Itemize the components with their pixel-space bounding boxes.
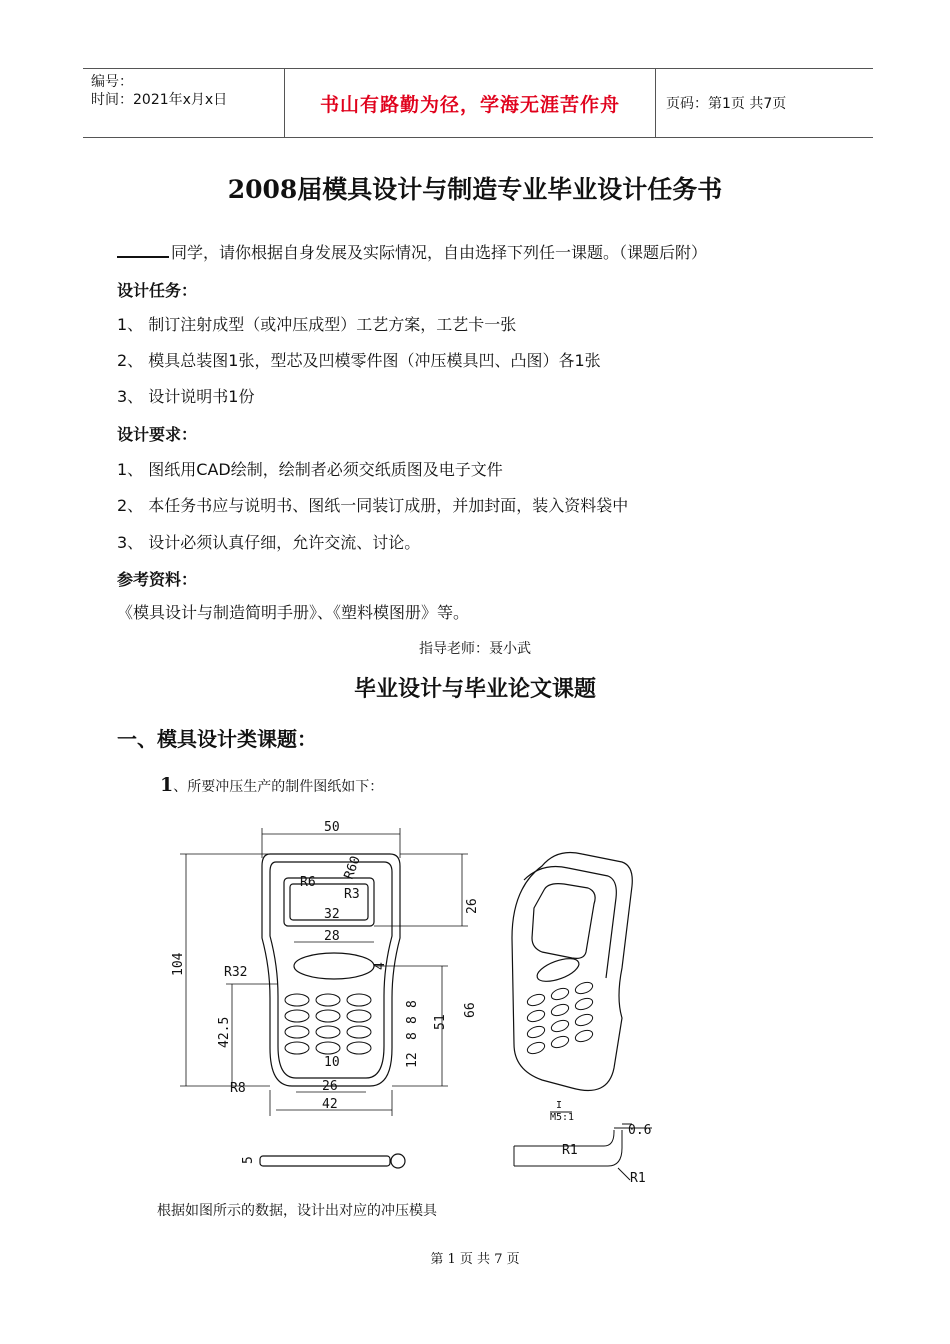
dim-label: R1 <box>630 1171 646 1186</box>
name-blank <box>117 242 169 258</box>
dim-label: R8 <box>230 1081 246 1096</box>
intro-line <box>117 240 707 263</box>
part-drawing <box>152 818 680 1192</box>
document-title: 2008届模具设计与制造专业毕业设计任务书 <box>227 175 723 204</box>
dim-label: I <box>556 1100 563 1111</box>
task-item: 3、 设计说明书1份 <box>117 387 255 406</box>
advisor-line: 指导老师：聂小武 <box>419 641 531 657</box>
topic-number: 1 <box>160 774 174 796</box>
dim-label: 51 <box>433 1014 448 1030</box>
topics-title: 毕业设计与毕业论文课题 <box>353 676 596 702</box>
keypad <box>285 994 371 1054</box>
dim-label: 32 <box>324 907 340 922</box>
dim-label: R32 <box>224 965 248 980</box>
requirements-heading: 设计要求： <box>117 425 198 444</box>
dim-label: M5:1 <box>550 1112 575 1123</box>
header-motto-cell <box>284 69 656 137</box>
intro-text: 同学，请你根据自身发展及实际情况，自由选择下列任一课题。（课题后附） <box>171 243 708 262</box>
dim-label: R6 <box>300 875 316 890</box>
dim-label: R3 <box>344 887 360 902</box>
dim-label: 5 <box>241 1156 256 1164</box>
dim-label: 4 <box>373 962 388 970</box>
requirement-item: 1、 图纸用CAD绘制，绘制者必须交纸质图及电子文件 <box>117 460 503 479</box>
references-heading: 参考资料： <box>117 570 198 589</box>
dim-label: 42.5 <box>217 1016 232 1048</box>
dim-label: 42 <box>322 1097 338 1112</box>
dim-label: 50 <box>324 820 340 835</box>
drawing-caption: 根据如图所示的数据，设计出对应的冲压模具 <box>157 1203 437 1219</box>
number-label: 编号： <box>91 74 133 90</box>
dim-label: 8 <box>405 1032 420 1040</box>
page-number-label: 页码：第1页 共7页 <box>666 96 787 112</box>
dim-label: 104 <box>171 952 186 976</box>
motto: 书山有路勤为径，学海无涯苦作舟 <box>319 93 620 116</box>
dim-label: 8 <box>405 1016 420 1024</box>
section-heading: 一、模具设计类课题： <box>117 727 317 751</box>
task-item: 2、 模具总装图1张，型芯及凹模零件图（冲压模具凹、凸图）各1张 <box>117 351 601 370</box>
dim-label: R1 <box>562 1143 578 1158</box>
dim-label: 26 <box>322 1079 338 1094</box>
dim-label: 8 <box>405 1000 420 1008</box>
isometric-view <box>512 853 632 1091</box>
header-meta <box>83 69 284 137</box>
dim-label: 26 <box>465 898 480 914</box>
task-item: 1、 制订注射成型（或冲压成型）工艺方案，工艺卡一张 <box>117 315 517 334</box>
time-label: 时间：2021年x月x日 <box>91 92 228 108</box>
dim-label: 66 <box>463 1002 478 1018</box>
tasks-heading: 设计任务： <box>117 281 198 300</box>
dim-label: 10 <box>324 1055 340 1070</box>
references-text: 《模具设计与制造简明手册》、《塑料模图册》等。 <box>117 603 470 622</box>
dim-label: 0.6 <box>628 1123 652 1138</box>
nav-button <box>294 953 374 979</box>
dim-label: 12 <box>405 1052 420 1068</box>
page-footer: 第 1 页 共 7 页 <box>430 1252 520 1267</box>
requirement-item: 3、 设计必须认真仔细，允许交流、讨论。 <box>117 533 421 552</box>
dim-label: 28 <box>324 929 340 944</box>
requirement-item: 2、 本任务书应与说明书、图纸一同装订成册，并加封面，装入资料袋中 <box>117 496 629 515</box>
side-view <box>260 1156 390 1166</box>
topic-item <box>160 774 383 796</box>
topic-text: 、所要冲压生产的制件图纸如下： <box>173 779 384 795</box>
dim-label: R60 <box>341 854 364 882</box>
page-header <box>83 68 873 138</box>
